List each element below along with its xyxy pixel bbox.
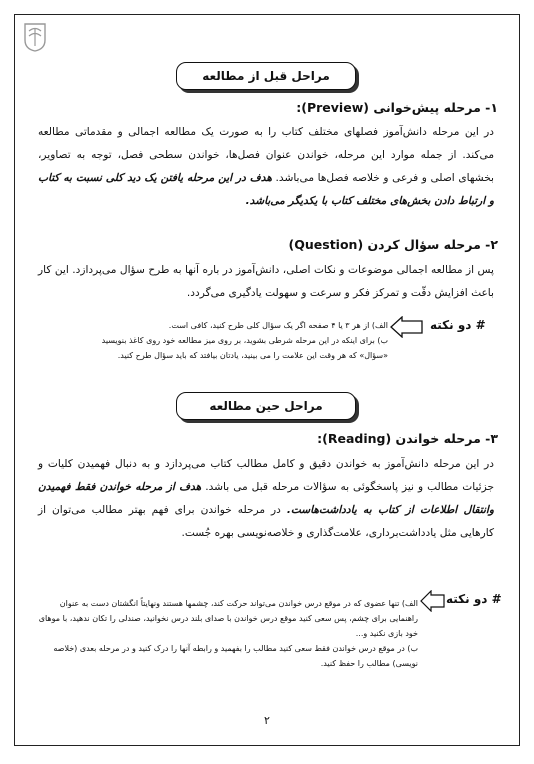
step1-emphasis: هدف در این مرحله یافتن یک دید کلی نسبت به کتاب و ارتباط دادن بخش‌های مختلف کتاب با یکدیگر می‌باشد. [38, 172, 494, 207]
logo-icon [22, 22, 48, 52]
step3-text2: در مرحله خواندن برای فهم بهتر مطالب می‌توان از کارهایی مثل یادداشت‌برداری، علامت‌گذاری و خلاصه‌نویسی بهره جُست. [38, 504, 494, 539]
page-number: ۲ [264, 714, 270, 727]
arrow-left-icon [420, 590, 446, 612]
section-title-during-study: مراحل حین مطالعه [176, 392, 356, 420]
step3-emphasis: هدف از مرحله خواندن فقط فهمیدن وانتقال اطلاعات از کتاب به یادداشت‌هاست. [38, 481, 494, 516]
note2-text [32, 596, 418, 671]
step3-heading: ۳- مرحله خواندن (Reading): [317, 431, 498, 446]
step3-text1: در این مرحله دانش‌آموز به خواندن دقیق و کامل مطالب کتاب می‌پردازد و به دنبال فهمیدن کلیات و جزئیات مطالب و نیز پاسخگوئی به سؤالات مرحله قبل می باشد. [38, 458, 494, 493]
arrow-left-icon [390, 316, 424, 338]
note1-text [80, 318, 388, 363]
note2-item-a: الف) تنها عضوی که در موقع درس خواندن می‌تواند حرکت کند، چشمها هستند ونهایتاً انگشتان دست به عنوان راهنمایی برای چشم، پس سعی کنید موقع درس خواندن با صدای بلند درس نخوانید، صندلی را تکان ندهید، با موهای خود بازی نکنید و... [38, 599, 418, 638]
note2-label: # دو نکته [446, 592, 502, 606]
note1-label: # دو نکته [430, 318, 486, 332]
note1-item-a: الف) از هر ۳ یا ۴ صفحه اگر یک سؤال کلی طرح کنید، کافی است. [168, 321, 388, 330]
step1-text: در این مرحله دانش‌آموز فصلهای مختلف کتاب را به صورت یک مطالعه اجمالی و مقدماتی مطالعه می‌کند. از جمله موارد این مرحله، خواندن عنوان فصل‌ها، خواندن سطحی فصل، توجه به تصاویر، بخشهای اصلی و فرعی و خلاصه فصل‌ها می‌باشد. [38, 126, 494, 184]
step1-heading: ۱- مرحله پیش‌خوانی (Preview): [296, 100, 498, 115]
note1-item-b: ب) برای اینکه در این مرحله شرطی بشوید، بر روی میز مطالعه خود روی کاغذ بنویسید «سؤال» که هر وقت این علامت را می بینید، یادتان بیافتد که باید سؤال طرح کنید. [101, 336, 388, 360]
note2-item-b: ب) در موقع درس خواندن فقط سعی کنید مطالب را بفهمید و رابطه آنها را درک کنید و در مرحله بعدی (خلاصه نویسی) مطالب را حفظ کنید. [53, 644, 418, 668]
step3-paragraph [38, 453, 494, 545]
step1-paragraph [38, 121, 494, 213]
section-title-before-study: مراحل قبل از مطالعه [176, 62, 356, 90]
step2-heading: ۲- مرحله سؤال کردن (Question) [288, 237, 498, 252]
step2-paragraph: پس از مطالعه اجمالی موضوعات و نکات اصلی، دانش‌آموز در باره آنها به طرح سؤال می‌پردازد. این کار باعث افزایش دقّت و تمرکز فکر و سرعت و سهولت یادگیری می‌گردد. [38, 264, 494, 299]
